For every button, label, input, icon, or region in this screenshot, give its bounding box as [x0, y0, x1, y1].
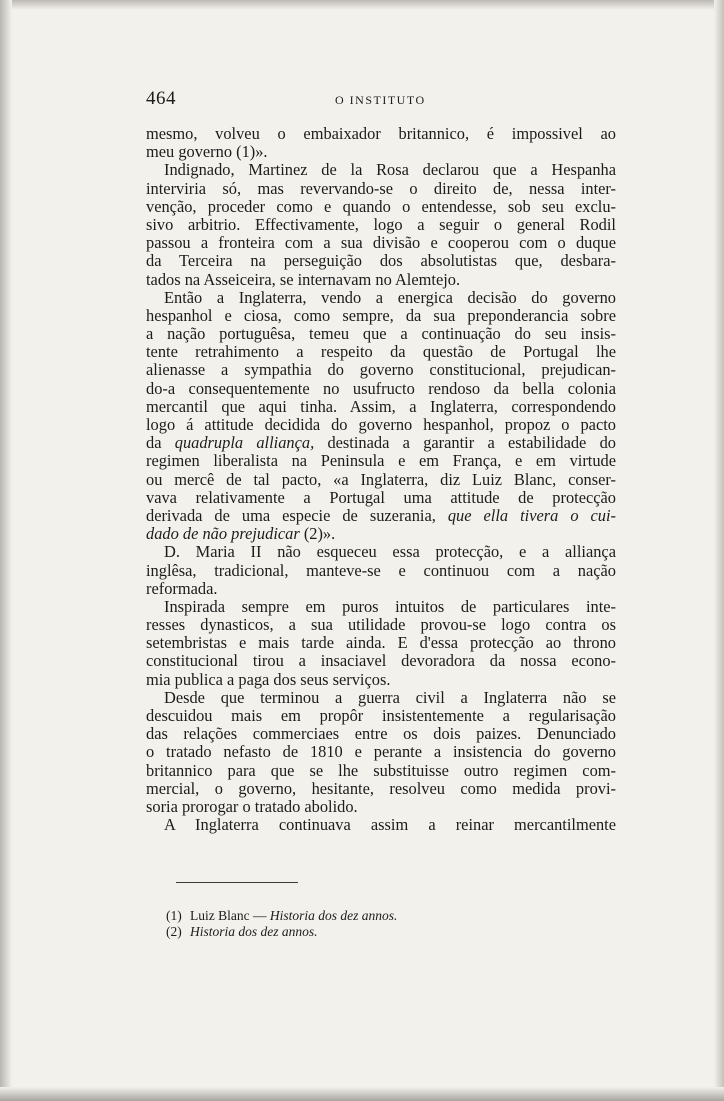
text-line: mercial, o governo, hesitante, resolveu como medida provi-	[146, 778, 616, 798]
text-line: vava relativamente a Portugal uma attitude de protecção	[146, 487, 616, 507]
text-line: o tratado nefasto de 1810 e perante a insistencia do governo	[146, 742, 616, 762]
italic-text: que ella tivera o cui-	[447, 505, 617, 525]
text-line: D. Maria II não esqueceu essa protecção, e a alliança	[164, 542, 616, 562]
text-run: da	[146, 433, 175, 453]
text-line: a nação portuguêsa, temeu que a continuação do seu insis-	[146, 324, 616, 344]
footnote-title: Historia dos dez annos.	[269, 908, 398, 923]
text-line: mia publica a paga dos seus serviços.	[146, 669, 391, 689]
text-line: soria prorogar o tratado abolido.	[146, 796, 358, 816]
page-number: 464	[146, 88, 176, 109]
footnote-title: Historia dos dez annos.	[190, 924, 318, 939]
footnote-2	[166, 924, 586, 940]
italic-text: quadrupla alliança,	[174, 433, 315, 453]
text-line: hespanhol e ciosa, como sempre, da sua preponderancia sobre	[146, 305, 616, 325]
text-line: resses dynasticos, a sua utilidade provou-se logo contra os	[146, 615, 616, 635]
text-line	[146, 507, 616, 525]
running-head: O INSTITUTO	[335, 93, 426, 107]
text-line	[146, 525, 616, 543]
text-run: (2)».	[299, 524, 336, 544]
text-line: tados na Asseiceira, se internavam no Alemtejo.	[146, 269, 461, 289]
text-line: venção, proceder como e quando o entendesse, sob seu exclu-	[146, 196, 616, 216]
text-line: meu governo (1)».	[146, 142, 268, 162]
text-line: regimen liberalista na Peninsula e em França, e em virtude	[146, 451, 616, 471]
text-line: setembristas e mais tarde ainda. E d'essa protecção ao throno	[146, 633, 616, 653]
text-line: mercantil que aqui tinha. Assim, a Inglaterra, correspondendo	[146, 396, 616, 416]
text-line: Desde que terminou a guerra civil a Inglaterra não se	[164, 687, 616, 707]
body-text	[146, 125, 616, 834]
footnote-number: (2)	[166, 924, 182, 939]
footnote-divider	[176, 882, 298, 883]
text-line: da Terceira na perseguição dos absolutistas que, desbara-	[146, 251, 616, 271]
footnotes	[166, 908, 586, 940]
footnote-number: (1)	[166, 908, 182, 923]
text-line: reformada.	[146, 578, 218, 598]
footnote-1	[166, 908, 586, 924]
text-line: das relações commerciaes entre os dois paizes. Denunciado	[146, 724, 616, 744]
text-line: britannico para que se lhe substituisse outro regimen com-	[146, 760, 616, 780]
text-line: passou a fronteira com a sua divisão e cooperou com o duque	[146, 233, 616, 253]
page-edge-bottom	[0, 1087, 724, 1101]
text-line: Então a Inglaterra, vendo a energica decisão do governo	[164, 287, 616, 307]
text-line: A Inglaterra continuava assim a reinar mercantilmente	[164, 815, 616, 835]
text-line: tente retrahimento a respeito da questão de Portugal lhe	[146, 342, 616, 362]
text-run: destinada a garantir a estabilidade do	[314, 433, 616, 453]
text-line: mesmo, volveu o embaixador britannico, é impossivel ao	[146, 124, 616, 143]
text-line: alienasse a sympathia do governo constitucional, prejudican-	[146, 360, 616, 380]
text-line: descuidou mais em propôr insistentemente a regularisação	[146, 706, 616, 725]
text-line: Inspirada sempre em puros intuitos de particulares inte-	[164, 596, 616, 616]
text-line: interviria só, mas revervando-se o direito de, nessa inter-	[146, 178, 616, 198]
text-line: logo á attitude decidida do governo hespanhol, propoz o pacto	[146, 415, 616, 434]
page-edge-right	[714, 0, 724, 1101]
italic-text: dado de não prejudicar	[146, 524, 300, 544]
text-line: Indignado, Martinez de la Rosa declarou que a Hespanha	[164, 160, 616, 180]
text-line: sivo arbitrio. Effectivamente, logo a seguir o general Rodil	[146, 214, 616, 234]
text-line: inglêsa, tradicional, manteve-se e continuou com a nação	[146, 560, 616, 580]
text-line	[146, 434, 616, 452]
footnote-author: Luiz Blanc —	[190, 908, 270, 923]
text-run: derivada de uma especie de suzerania,	[146, 505, 448, 525]
text-line: ou mercê de tal pacto, «a Inglaterra, diz Luiz Blanc, conser-	[146, 469, 616, 489]
page-edge-left	[0, 0, 12, 1101]
text-line: do-a consequentemente no usufructo rendoso da bella colonia	[146, 378, 616, 398]
text-line: constitucional tirou a insaciavel devoradora da nossa econo-	[146, 651, 616, 671]
page-edge-top	[0, 0, 724, 10]
